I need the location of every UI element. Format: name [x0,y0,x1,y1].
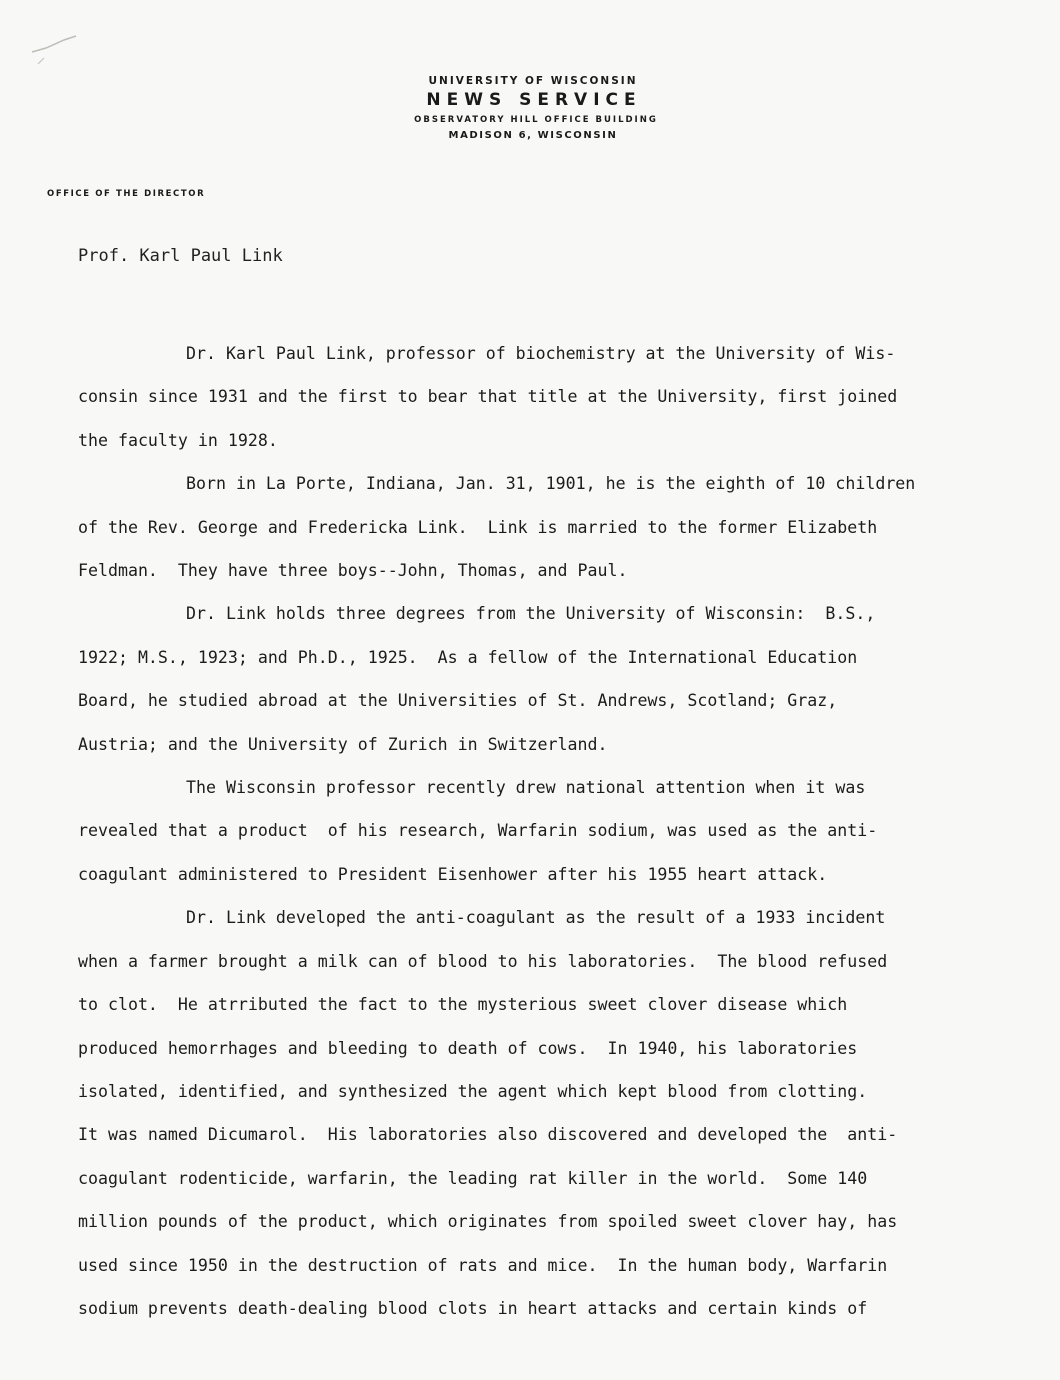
text-line: coagulant administered to President Eisenhower after his 1955 heart attack. [78,864,828,884]
letterhead-university: UNIVERSITY OF WISCONSIN [428,75,638,87]
letterhead-building: OBSERVATORY HILL OFFICE BUILDING [414,115,658,125]
text-line: isolated, identified, and synthesized the agent which kept blood from clotting. [78,1081,868,1101]
letterhead-city: MADISON 6, WISCONSIN [448,130,618,141]
document-body [78,332,978,1330]
paper-mark-icon [24,30,94,70]
text-line: Austria; and the University of Zurich in Switzerland. [78,734,608,754]
text-line: of the Rev. George and Fredericka Link. Link is married to the former Elizabeth [78,517,878,537]
paragraph [78,462,978,592]
text-line: sodium prevents death-dealing blood clots in heart attacks and certain kinds of [78,1298,868,1318]
text-line: to clot. He atrributed the fact to the mysterious sweet clover disease which [78,995,848,1015]
text-line: produced hemorrhages and bleeding to death of cows. In 1940, his laboratories [78,1038,858,1058]
text-line: Born in La Porte, Indiana, Jan. 31, 1901, he is the eighth of 10 children [186,474,916,494]
text-line: revealed that a product of his research, Warfarin sodium, was used as the anti- [78,821,878,841]
text-line: The Wisconsin professor recently drew national attention when it was [186,778,866,798]
text-line: million pounds of the product, which originates from spoiled sweet clover hay, has [78,1212,898,1232]
text-line: 1922; M.S., 1923; and Ph.D., 1925. As a fellow of the International Education [78,647,858,667]
paragraph [78,592,978,766]
text-line: coagulant rodenticide, warfarin, the leading rat killer in the world. Some 140 [78,1168,868,1188]
letterhead-service: NEWS SERVICE [426,90,642,110]
document-subject: Prof. Karl Paul Link [78,246,283,266]
text-line: Dr. Link developed the anti-coagulant as the result of a 1933 incident [186,908,886,928]
text-line: Feldman. They have three boys--John, Thomas, and Paul. [78,561,628,581]
paragraph [78,766,978,896]
text-line: Board, he studied abroad at the Universities of St. Andrews, Scotland; Graz, [78,691,838,711]
text-line: Dr. Karl Paul Link, professor of biochemistry at the University of Wis- [186,344,896,363]
text-line: used since 1950 in the destruction of rats and mice. In the human body, Warfarin [78,1255,888,1275]
text-line: Dr. Link holds three degrees from the University of Wisconsin: B.S., [186,604,876,624]
paragraph [78,896,978,1330]
office-label: OFFICE OF THE DIRECTOR [47,189,206,199]
paragraph [78,332,978,462]
text-line: consin since 1931 and the first to bear that title at the University, first joined [78,387,898,407]
text-line: the faculty in 1928. [78,430,278,450]
text-line: It was named Dicumarol. His laboratories also discovered and developed the anti- [78,1125,898,1145]
text-line: when a farmer brought a milk can of blood to his laboratories. The blood refused [78,951,888,971]
letterhead [0,74,1060,144]
